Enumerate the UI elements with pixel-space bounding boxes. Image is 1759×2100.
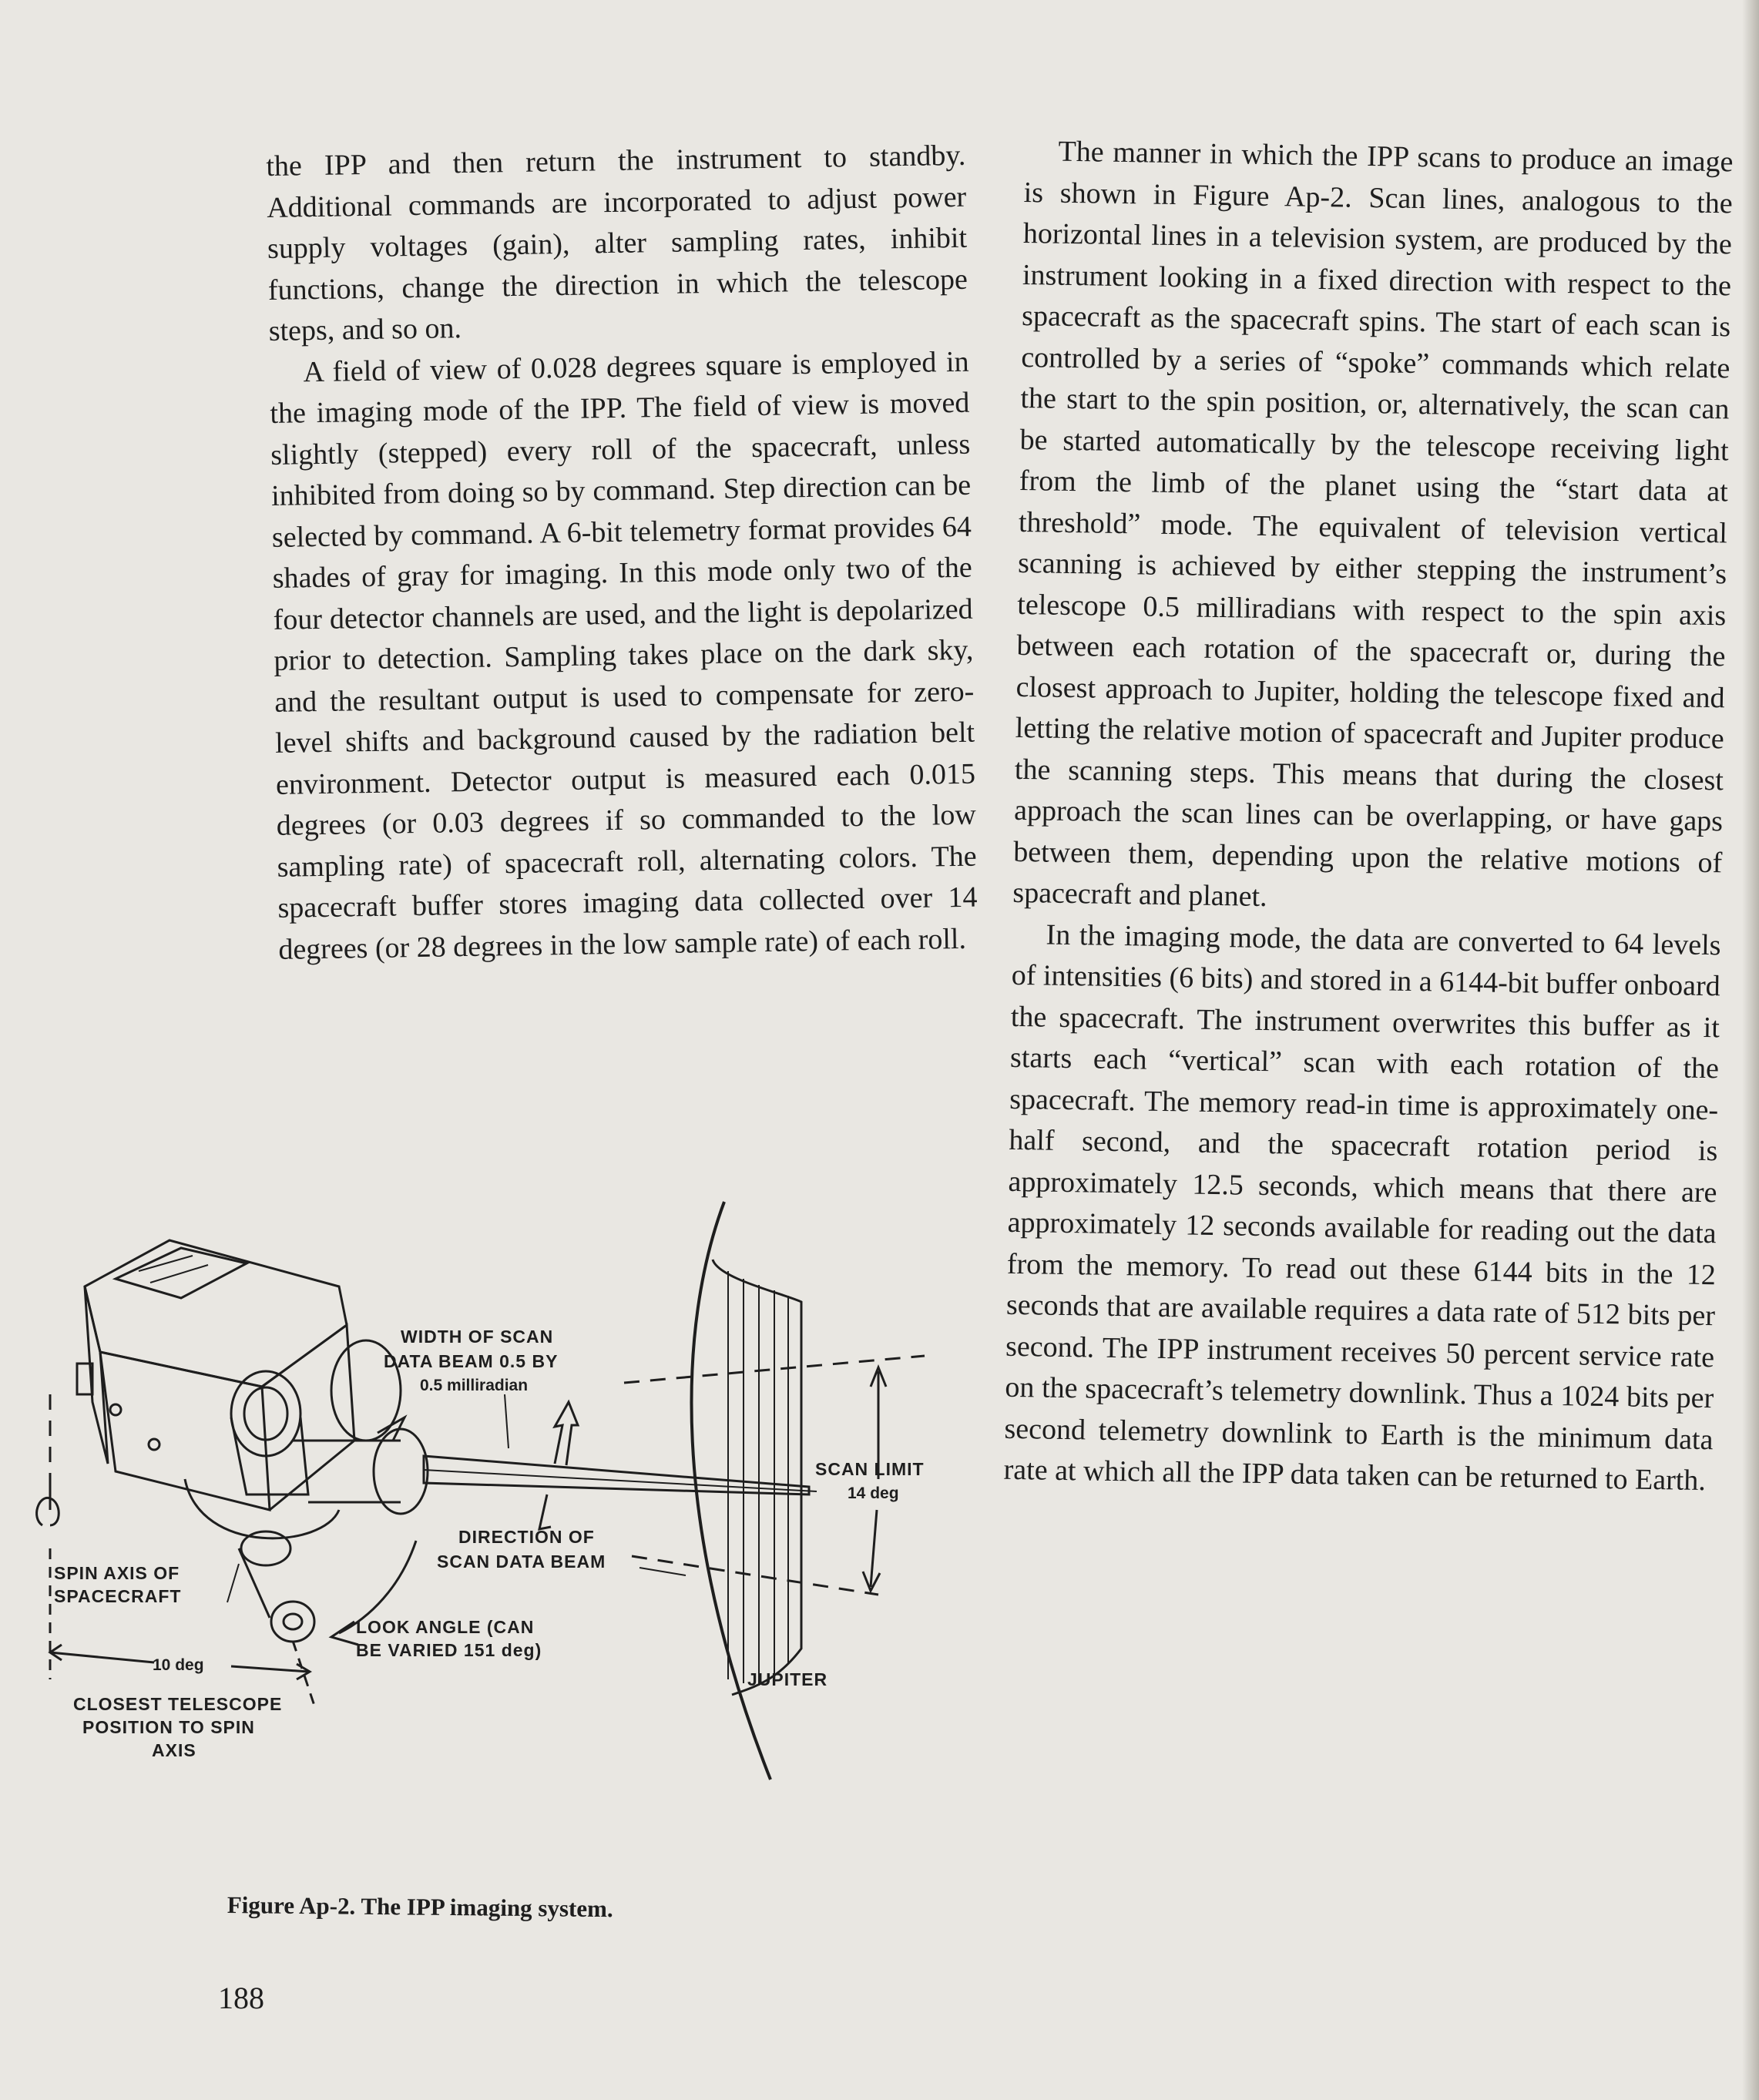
left-paragraph-1: the IPP and then return the instrument to standby. Additional commands are incorporated to adjust power supply voltages (gain), alter sampling rates, inhibit functions, change the direction in which the telescope steps, and so on. — [266, 139, 968, 347]
label-direction-line1: DIRECTION OF — [458, 1527, 595, 1547]
closest-telescope-body — [239, 1548, 270, 1618]
label-closest-line1: CLOSEST TELESCOPE — [73, 1694, 283, 1714]
label-ten-deg: 10 deg — [153, 1656, 204, 1674]
ten-deg-arrow-left — [50, 1652, 154, 1662]
housing-screw — [149, 1439, 159, 1450]
instrument-housing-right — [262, 1325, 354, 1510]
scan-data-beam — [424, 1456, 809, 1494]
scan-limit-lower-dashed — [632, 1556, 878, 1595]
ipp-imaging-figure — [15, 1186, 971, 1826]
instrument-housing-side — [85, 1287, 108, 1464]
label-scan-limit-line1: SCAN LIMIT — [815, 1459, 925, 1479]
closest-leader-line — [227, 1564, 239, 1602]
instrument-housing-top — [85, 1240, 347, 1387]
left-paragraph-2: A field of view of 0.028 degrees square is employed in the imaging mode of the IPP. The field of view is moved slightly (stepped) every roll of the spacecraft, unless inhibited from doing so by command. Step direction can be selected by command. A 6-bit telemetry format provides 64 shades of gray for imaging. In this mode only two of the four detector channels are used, and the light is depolarized prior to detection. Sampling takes place on the dark sky, and the resultant output is used to compensate for zero-level shifts and background caused by the radiation belt environment. Detector output is measured each 0.015 degrees (or 0.03 degrees if so commanded to the low sampling rate) of spacecraft roll, alternating colors. The spacecraft buffer stores imaging data collected over 14 degrees (or 28 degrees in the low sample rate) of each roll. — [270, 345, 978, 966]
closest-telescope-end — [241, 1531, 290, 1565]
label-look-angle-line2: BE VARIED 151 deg) — [356, 1640, 542, 1660]
diagram-drawing — [37, 1202, 925, 1780]
width-leader-line — [505, 1394, 509, 1448]
housing-screw — [110, 1404, 121, 1415]
ten-deg-arrow-right — [231, 1666, 308, 1672]
page-edge-shadow — [1742, 0, 1759, 2100]
panel-detail — [150, 1265, 208, 1283]
ipp-diagram — [15, 1186, 971, 1826]
label-closest-line3: AXIS — [152, 1740, 196, 1760]
label-spin-axis-line1: SPIN AXIS OF — [54, 1563, 180, 1583]
figure-caption: Figure Ap-2. The IPP imaging system. — [227, 1891, 613, 1923]
closest-telescope-inner — [284, 1614, 302, 1629]
label-width-line3: 0.5 milliradian — [420, 1377, 529, 1394]
closest-telescope-lens — [271, 1602, 314, 1642]
direction-leader-line — [639, 1568, 686, 1575]
spin-axis-rotation-arrow — [37, 1498, 59, 1525]
scan-direction-arrow-up — [555, 1402, 578, 1465]
label-jupiter: JUPITER — [747, 1669, 828, 1689]
right-paragraph-2: In the imaging mode, the data are converted to 64 levels of intensities (6 bits) and stored in a 6144-bit buffer onboard the spacecraft. The instrument overwrites this buffer as it starts each “vertical” scan with each rotation of the spacecraft. The memory read-in time is approximately one-half second, and the spacecraft rotation period is approximately 12.5 seconds, which means that there are approximately 12 seconds available for reading out the data from the memory. To read out these 6144 bits in the 12 seconds that are available requires a data rate of 512 bits per second. The IPP instrument receives 50 percent service rate on the spacecraft’s telemetry downlink. Thus a 1024 bits per second telemetry downlink to Earth is the minimum data rate at which all the IPP data taken can be returned to Earth. — [1003, 918, 1721, 1498]
page-number: 188 — [218, 1981, 264, 2015]
label-look-angle-line1: LOOK ANGLE (CAN — [356, 1617, 535, 1637]
scan-limit-arrow-down — [871, 1510, 877, 1587]
label-width-line2: DATA BEAM 0.5 BY — [384, 1351, 559, 1371]
left-text-column — [266, 136, 979, 971]
label-scan-limit-line2: 14 deg — [848, 1484, 899, 1502]
label-spin-axis-line2: SPACECRAFT — [54, 1586, 182, 1606]
right-paragraph-1: The manner in which the IPP scans to produce an image is shown in Figure Ap-2. Scan lines, analogous to the horizontal lines in a television system, are produced by the instrument looking in a fixed direction with respect to the spacecraft as the spacecraft spins. The start of each scan is controlled by a series of “spoke” commands which relate the start to the spin position, or, alternatively, the scan can be started automatically by the telescope receiving light from the limb of the planet using the “start data at threshold” mode. The equivalent of television vertical scanning is achieved by either stepping the instrument’s telescope 0.5 milliradians with respect to the spin axis between each rotation of the spacecraft or, during the closest approach to Jupiter, holding the telescope fixed and letting the relative motion of spacecraft and Jupiter produce the scanning steps. This means that during the closest approach the scan lines can be overlapping, or have gaps between them, depending upon the relative motions of spacecraft and planet. — [1012, 135, 1734, 914]
label-closest-line2: POSITION TO SPIN — [82, 1717, 255, 1737]
right-text-column — [1003, 131, 1734, 1502]
label-width-line1: WIDTH OF SCAN — [401, 1327, 554, 1347]
label-direction-line2: SCAN DATA BEAM — [437, 1552, 606, 1572]
scan-direction-arrow-down — [539, 1494, 551, 1529]
